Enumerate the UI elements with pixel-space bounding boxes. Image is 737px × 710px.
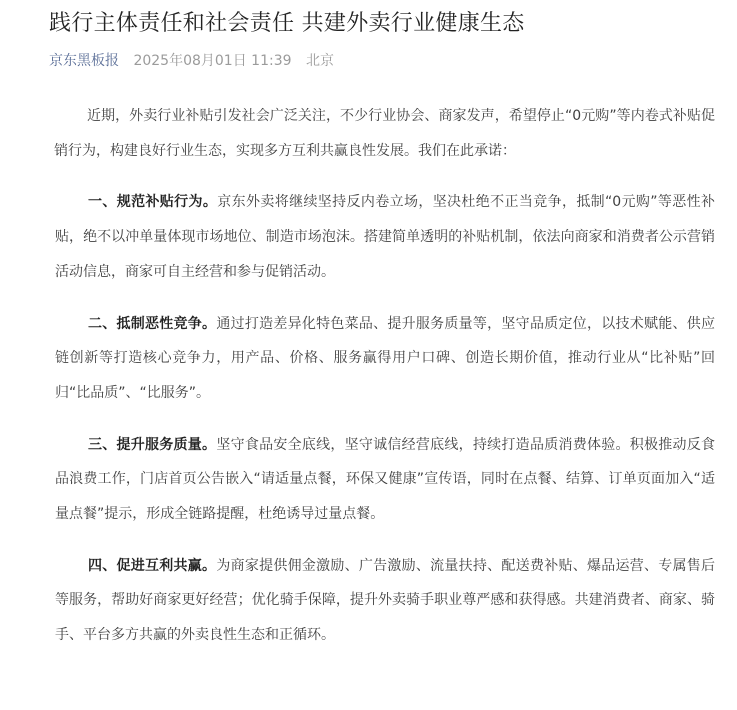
paragraph-heading: 一、规范补贴行为。 [88,194,218,211]
paragraph-commitment-2 [55,307,715,411]
paragraph-text: 京东外卖将继续坚持反内卷立场，坚决杜绝不正当竞争，抵制“0元购”等恶性补贴，绝不以冲单量体现市场地位、制造市场泡沫。搭建简单透明的补贴机制，依法向商家和消费者公示营销活动信息，商家可自主经营和参与促销活动。 [55,194,715,280]
publish-location: 北京 [305,53,334,69]
paragraph-text: 坚守食品安全底线，坚守诚信经营底线，持续打造品质消费体验。积极推动反食品浪费工作，门店首页公告嵌入“请适量点餐，环保又健康”宣传语，同时在点餐、结算、订单页面加入“适量点餐”提示，形成全链路提醒，杜绝诱导过量点餐。 [55,436,716,523]
source-link[interactable]: 京东黑板报 [49,53,119,69]
paragraph-commitment-4 [55,549,715,653]
article-body [55,99,715,653]
paragraph-commitment-3 [55,428,715,532]
paragraph-text: 近期，外卖行业补贴引发社会广泛关注，不少行业协会、商家发声，希望停止“0元购”等内卷式补贴促销行为，构建良好行业生态，实现多方互利共赢良性发展。我们在此承诺： [54,108,715,159]
paragraph-commitment-1 [55,185,715,289]
paragraph-text: 为商家提供佣金激励、广告激励、流量扶持、配送费补贴、爆品运营、专属售后等服务，帮助好商家更好经营；优化骑手保障，提升外卖骑手职业尊严感和获得感。共建消费者、商家、骑手、平台多方共赢的外卖良性生态和正循环。 [55,557,716,644]
paragraph-heading: 三、提升服务质量。 [88,436,217,453]
paragraph-heading: 四、促进互利共赢。 [88,557,217,574]
paragraph-heading: 二、抵制恶性竞争。 [88,315,217,332]
paragraph-text: 通过打造差异化特色菜品、提升服务质量等，坚守品质定位，以技术赋能、供应链创新等打造核心竞争力，用产品、价格、服务赢得用户口碑、创造长期价值，推动行业从“比补贴”回归“比品质”、“比服务”。 [55,315,716,401]
article-title: 践行主体责任和社会责任 共建外卖行业健康生态 [49,11,525,36]
paragraph-intro [54,99,715,168]
publish-date: 2025年08月01日 11:39 [133,53,292,69]
article-meta [49,51,715,71]
